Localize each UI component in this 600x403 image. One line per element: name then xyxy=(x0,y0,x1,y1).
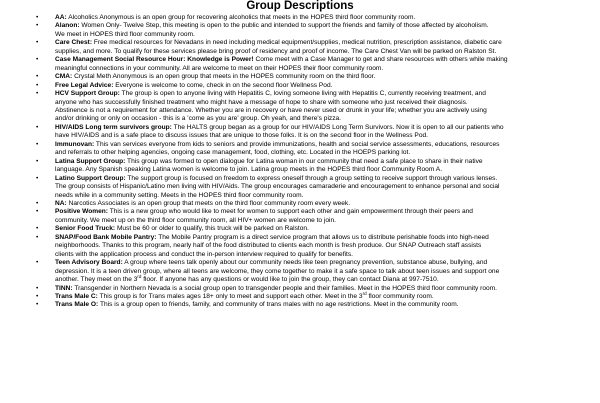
group-description: The group is open to anyone living with Hepatitis C, loving someone living with Hepatitis C, currently receiving treatment, and xyxy=(121,90,486,98)
bullet-icon: • xyxy=(36,140,39,148)
group-description: This is a group open to friends, family, and community of trans males with no age restrictions. Meet in the community room. xyxy=(99,301,459,309)
group-description: and/or drinking or only on occasion - this is a 'come as you are' group. Oh yeah, and there's pizza. xyxy=(55,115,341,123)
description-line xyxy=(55,48,596,56)
group-description: depression. It is a teen driven group, where all teens are welcome, they come together to make it a safe space to talk about teen issues and support one xyxy=(55,267,500,275)
description-line xyxy=(55,301,596,309)
list-item xyxy=(0,39,600,56)
bullet-icon: • xyxy=(36,301,39,309)
group-name: TINN: xyxy=(55,284,73,292)
group-description: anyone who has successfully finished treatment who might have a message of hope to share with someone who just received their diagnosis. xyxy=(55,98,468,106)
description-line xyxy=(55,39,596,47)
description-line xyxy=(55,132,596,140)
bullet-icon: • xyxy=(36,259,39,267)
list-item xyxy=(0,175,600,200)
description-line xyxy=(55,158,596,166)
description-line xyxy=(55,56,596,64)
description-line xyxy=(55,234,596,242)
description-line xyxy=(55,290,596,301)
list-item xyxy=(0,285,600,293)
description-line xyxy=(55,175,596,183)
group-description: This group was formed to open dialogue for Latina woman in our community that need a safe place to share in their native xyxy=(127,157,483,165)
description-line xyxy=(55,183,596,191)
group-description: Must be 60 or older to qualify, this truck will be parked on Ralston. xyxy=(116,225,309,233)
group-description: supplies, and more. To qualify for these services please bring proof of residency and proof of income. The Care Chest Van will be parked on Ralston St. xyxy=(55,47,497,55)
description-line xyxy=(55,14,596,22)
group-description: This group is for Trans males ages 18+ only to meet and support each other. Meet in the 3rd floor community room. xyxy=(99,290,434,300)
group-description: Crystal Meth Anonymous is an open group that meets in the HOPES community room on the third floor. xyxy=(74,73,376,81)
list-item xyxy=(0,141,600,158)
bullet-icon: • xyxy=(36,90,39,98)
list-item xyxy=(0,158,600,175)
description-line xyxy=(55,107,596,115)
list-item xyxy=(0,234,600,259)
group-name: Case Management Social Resource Hour: Knowledge is Power! xyxy=(55,56,254,64)
list-item xyxy=(0,73,600,81)
group-name: Immunovan: xyxy=(55,140,95,148)
list-item xyxy=(0,82,600,90)
description-line xyxy=(55,22,596,30)
bullet-icon: • xyxy=(36,292,39,300)
group-name: NA: xyxy=(55,199,67,207)
group-description: meaningful connections in your community. All are welcome to meet on their HOPES their floor community room. xyxy=(55,64,384,72)
group-name: Teen Advisory Board: xyxy=(55,259,123,267)
bullet-icon: • xyxy=(36,39,39,47)
description-line xyxy=(55,225,596,233)
description-line xyxy=(55,273,596,284)
list-item xyxy=(0,90,600,124)
bullet-icon: • xyxy=(36,73,39,81)
bullet-icon: • xyxy=(36,14,39,21)
description-line xyxy=(55,166,596,174)
group-description: Free medical resources for Nevadans in need including medical equipment/supplies, medical nutrition, prescription assistance, diabetic care xyxy=(93,39,502,47)
description-line xyxy=(55,65,596,73)
description-line xyxy=(55,141,596,149)
group-description: clients with the application process and conduct the in-person interview required to qualify for benefits. xyxy=(55,250,353,258)
group-name: Care Chest: xyxy=(55,39,93,47)
list-item xyxy=(0,259,600,284)
group-description: Everyone is welcome to come, check in on the second floor Wellness Pod. xyxy=(115,81,333,89)
bullet-icon: • xyxy=(36,225,39,233)
group-description: Narcotics Associates is an open group that meets on the third floor community room every week. xyxy=(68,199,351,207)
group-name: AA: xyxy=(55,14,67,21)
group-description: needs while in a community setting. Meets in the HOPES third floor community room. xyxy=(55,191,304,199)
list-item xyxy=(0,208,600,225)
group-description: neighborhoods. Thanks to this program, nearly half of the food distributed to clients each month is fresh produce. Our SNAP Outreach staff assists xyxy=(55,242,482,250)
group-description: The HALTS group began as a group for our HIV/AIDS Long Term Survivors. Now it is open to all our patients who xyxy=(173,123,504,131)
bullet-icon: • xyxy=(36,233,39,241)
bullet-icon: • xyxy=(36,81,39,89)
group-description: Women Only- Twelve Step, this meeting is open to the public and intended to support the friends and family of those affected by alcoholism. xyxy=(81,22,489,30)
description-line xyxy=(55,82,596,90)
group-description: A group where teens talk openly about our community needs like teen pregnancy prevention, substance abuse, bullying, and xyxy=(124,259,488,267)
description-line xyxy=(55,31,596,39)
bullet-icon: • xyxy=(36,174,39,182)
description-line xyxy=(55,208,596,216)
page-title: Group Descriptions xyxy=(246,0,354,12)
bullet-icon: • xyxy=(36,199,39,207)
group-description: The Mobile Pantry program is a direct service program that allows us to distribute perishable foods into high-need xyxy=(158,233,489,241)
group-description: Alcoholics Anonymous is an open group for recovering alcoholics that meets in the HOPES third floor community room. xyxy=(68,14,416,21)
description-line xyxy=(55,192,596,200)
bullet-icon: • xyxy=(36,22,39,30)
group-name: Latina Support Group: xyxy=(55,157,126,165)
group-description: Come meet with a Case Manager to get and share resources with others while making xyxy=(255,56,508,64)
group-name: Alanon: xyxy=(55,22,80,30)
group-description: The support group is focused on freedom to express oneself through a group setting to receive support through various lenses. xyxy=(127,174,498,182)
group-name: HCV Support Group: xyxy=(55,90,120,98)
group-description: We meet in HOPES third floor community room. xyxy=(55,30,195,38)
bullet-icon: • xyxy=(36,56,39,64)
group-description: The group consists of Hispanic/Latino men living with HIV/Aids. The group encourages camaraderie and encouragement to enhance personal and social xyxy=(55,183,500,191)
description-line xyxy=(55,124,596,132)
description-line xyxy=(55,285,596,293)
description-line xyxy=(55,149,596,157)
bullet-icon: • xyxy=(36,123,39,131)
list-item xyxy=(0,56,600,73)
description-line xyxy=(55,115,596,123)
group-name: Free Legal Advice: xyxy=(55,81,114,89)
description-line xyxy=(55,200,596,208)
group-description: This is a new group who would like to meet for women to support each other and gain empowerment through their peers and xyxy=(109,208,473,216)
list-item xyxy=(0,22,600,39)
group-name: HIV/AIDS Long term survivors group: xyxy=(55,123,172,131)
list-item xyxy=(0,290,600,301)
group-name: Trans Male C: xyxy=(55,292,98,300)
group-name: SNAP/Food Bank Mobile Pantry: xyxy=(55,233,157,241)
group-description: This van services everyone from kids to seniors and provide immunizations, health and social service assessments, educations, resources xyxy=(95,140,500,148)
group-description: language. Any Spanish speaking Latina women is welcome to join. Latina group meets in the HOPES third floor Community Room A. xyxy=(55,166,443,174)
description-line xyxy=(55,73,596,81)
group-name: Senior Food Truck: xyxy=(55,225,116,233)
group-list xyxy=(0,14,600,310)
bullet-icon: • xyxy=(36,208,39,216)
list-item xyxy=(0,301,600,309)
group-description: have HIV/AIDS and is a safe place to discuss issues that are unique to those folks. It is on the second floor in the Wellness Pod. xyxy=(55,132,428,140)
list-item xyxy=(0,200,600,208)
group-name: Positive Women: xyxy=(55,208,109,216)
description-line xyxy=(55,242,596,250)
group-description: and referrals to other helping agencies, ongoing case management, food, clothing, etc. Located in the HOEPS parking lot. xyxy=(55,149,411,157)
group-description: another. They meet on the 3rd floor. If anyone has any questions or would like to join the group, they can contact Diana at 997-7510. xyxy=(55,273,439,284)
group-name: Trans Male O: xyxy=(55,301,99,309)
group-name: CMA: xyxy=(55,73,73,81)
list-item xyxy=(0,14,600,22)
description-line xyxy=(55,259,596,267)
description-line xyxy=(55,99,596,107)
list-item xyxy=(0,225,600,233)
description-line xyxy=(55,251,596,259)
list-item xyxy=(0,124,600,141)
bullet-icon: • xyxy=(36,284,39,292)
description-line xyxy=(55,90,596,98)
bullet-icon: • xyxy=(36,157,39,165)
group-name: Latino Support Group: xyxy=(55,174,126,182)
group-description: Transgender in Northern Nevada is a social group open to transgender people and their families. Meet in the HOPES third floor community room. xyxy=(74,284,498,292)
group-description: community. We meet up on the third floor community room, all HIV+ women are welcome to join. xyxy=(55,216,337,224)
description-line xyxy=(55,217,596,225)
group-description: Abstinence is not a requirement for attendance. Whether you are in recovery or have never used or drunk in your life; whether you are actively using xyxy=(55,106,487,114)
